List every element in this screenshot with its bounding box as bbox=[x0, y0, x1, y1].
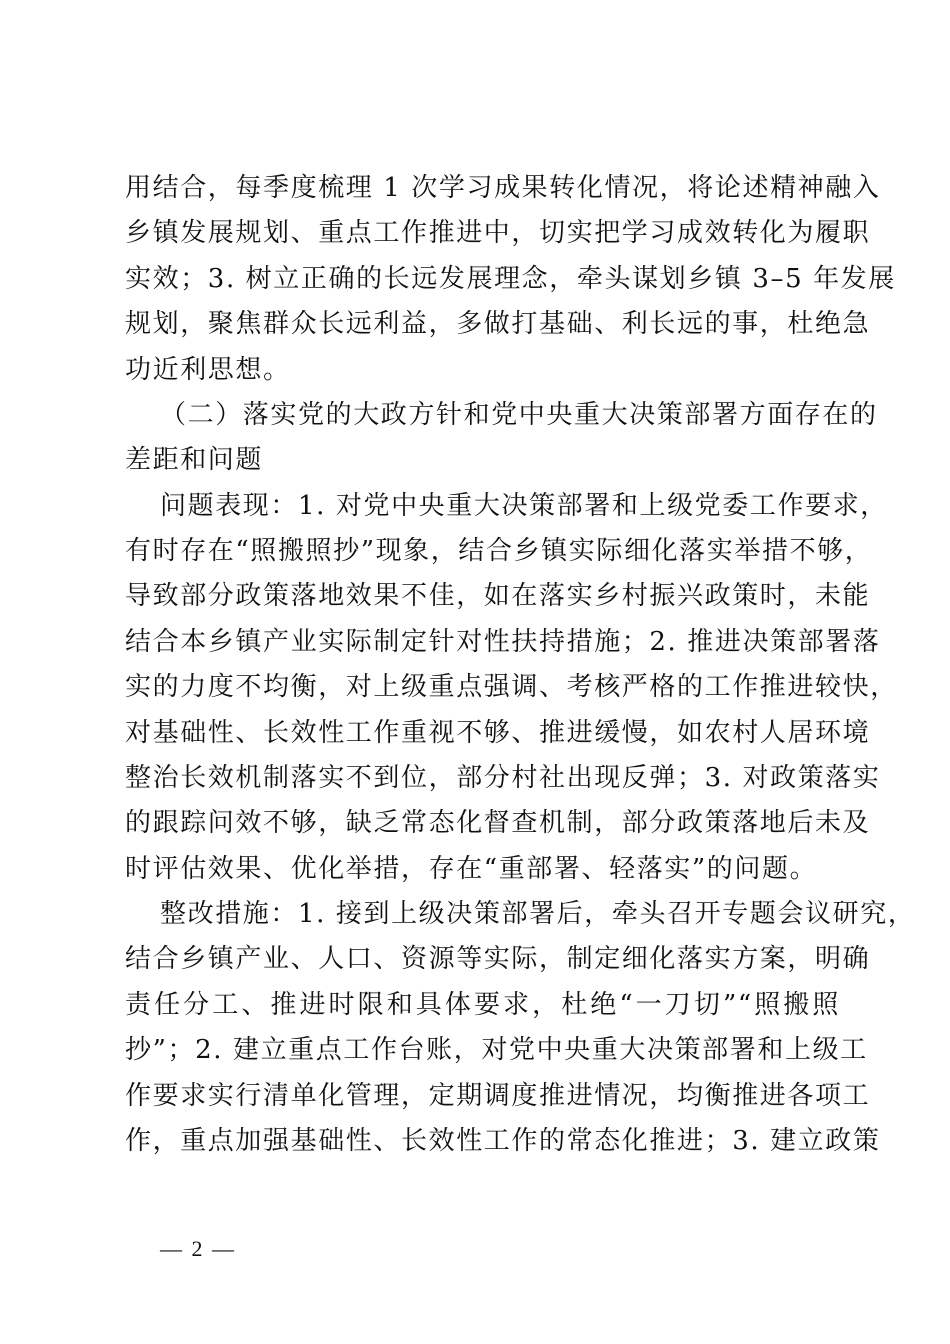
page-number: — 2 — bbox=[160, 1236, 236, 1261]
text-line: 实效；3. 树立正确的长远发展理念，牵头谋划乡镇 3–5 年发展 bbox=[125, 264, 896, 294]
text-line: 抄”；2. 建立重点工作台账，对党中央重大决策部署和上级工 bbox=[125, 1035, 868, 1065]
text-line: 规划，聚焦群众长远利益，多做打基础、利长远的事，杜绝急 bbox=[125, 309, 871, 339]
text-line: 实的力度不均衡，对上级重点强调、考核严格的工作推进较快， bbox=[125, 672, 898, 702]
text-line: 整治长效机制落实不到位，部分村社出现反弹；3. 对政策落实 bbox=[125, 763, 881, 793]
section-heading: 差距和问题 bbox=[125, 445, 264, 475]
text-line: 乡镇发展规划、重点工作推进中，切实把学习成效转化为履职 bbox=[125, 218, 871, 248]
text-line: 责任分工、推进时限和具体要求，杜绝“一刀切”“照搬照 bbox=[125, 990, 840, 1020]
text-line: 的跟踪问效不够，缺乏常态化督查机制，部分政策落地后未及 bbox=[125, 808, 871, 838]
paragraph-start: 问题表现：1. 对党中央重大决策部署和上级党委工作要求， bbox=[160, 491, 888, 521]
text-line: 结合乡镇产业、人口、资源等实际，制定细化落实方案，明确 bbox=[125, 944, 871, 974]
text-line: 时评估效果、优化举措，存在“重部署、轻落实”的问题。 bbox=[125, 854, 818, 884]
text-line: 作，重点加强基础性、长效性工作的常态化推进；3. 建立政策 bbox=[125, 1126, 881, 1156]
text-line: 用结合，每季度梳理 1 次学习成果转化情况，将论述精神融入 bbox=[125, 173, 881, 203]
section-heading: （二）落实党的大政方针和党中央重大决策部署方面存在的 bbox=[160, 400, 878, 430]
paragraph-start: 整改措施：1. 接到上级决策部署后，牵头召开专题会议研究， bbox=[160, 899, 916, 929]
text-line: 功近利思想。 bbox=[125, 355, 291, 385]
text-line: 对基础性、长效性工作重视不够、推进缓慢，如农村人居环境 bbox=[125, 718, 871, 748]
text-line: 导致部分政策落地效果不佳，如在落实乡村振兴政策时，未能 bbox=[125, 581, 871, 611]
text-line: 结合本乡镇产业实际制定针对性扶持措施；2. 推进决策部署落 bbox=[125, 627, 881, 657]
text-line: 有时存在“照搬照抄”现象，结合乡镇实际细化落实举措不够， bbox=[125, 536, 873, 566]
text-line: 作要求实行清单化管理，定期调度推进情况，均衡推进各项工 bbox=[125, 1081, 871, 1111]
